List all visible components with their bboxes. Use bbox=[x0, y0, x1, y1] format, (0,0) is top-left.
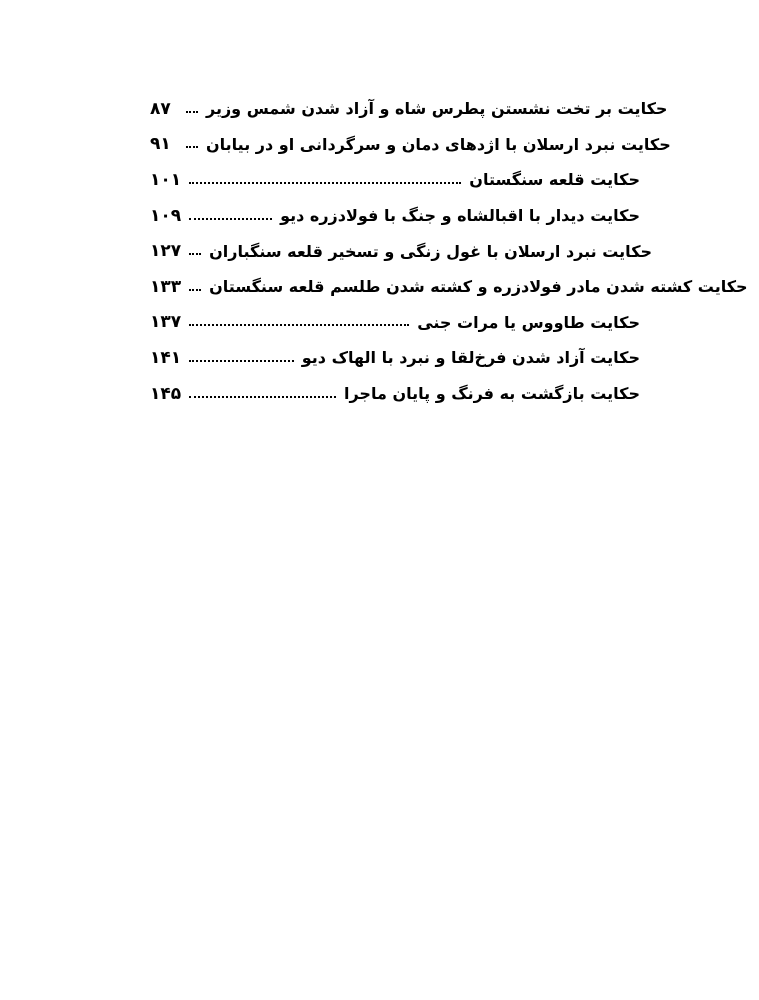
toc-entry bbox=[150, 233, 653, 269]
toc-entry-title: حکایت کشته شدن مادر فولادزره و کشته شدن طلسم قلعه سنگستان bbox=[209, 277, 748, 297]
toc-dot-leader bbox=[189, 360, 294, 362]
toc-page-number: ۱۳۷ bbox=[150, 312, 182, 333]
toc-dot-leader bbox=[189, 218, 272, 220]
toc-dot-leader bbox=[189, 253, 201, 255]
toc-dot-leader bbox=[186, 111, 198, 113]
toc-page-number: ۱۳۳ bbox=[150, 276, 182, 297]
toc-entry bbox=[150, 127, 671, 163]
toc-dot-leader bbox=[189, 396, 336, 398]
toc-entry bbox=[150, 91, 668, 127]
toc-dot-leader bbox=[189, 182, 461, 184]
toc-entry bbox=[150, 305, 640, 341]
toc-page-number: ۹۱ bbox=[150, 134, 171, 155]
toc-page-number: ۱۰۱ bbox=[150, 169, 182, 190]
toc-page-number: ۱۴۱ bbox=[150, 347, 182, 368]
toc-page-number: ۱۲۷ bbox=[150, 241, 182, 262]
toc-entry-title: حکایت نبرد ارسلان با اژدهای دمان و سرگردانی او در بیابان bbox=[206, 134, 671, 154]
toc-entry-title: حکایت دیدار با اقبالشاه و جنگ با فولادزره دیو bbox=[280, 206, 640, 226]
toc-entry-title: حکایت بازگشت به فرنگ و پایان ماجرا bbox=[343, 384, 640, 404]
toc-entry-title: حکایت بر تخت نشستن پطرس شاه و آزاد شدن شمس وزیر bbox=[206, 99, 668, 119]
toc-dot-leader bbox=[189, 324, 409, 326]
toc-dot-leader bbox=[189, 289, 201, 291]
toc-entry bbox=[150, 162, 640, 198]
toc-page-number: ۱۴۵ bbox=[150, 383, 182, 404]
toc-entry bbox=[150, 269, 748, 305]
toc-dot-leader bbox=[186, 146, 198, 148]
toc-entry bbox=[150, 376, 640, 412]
table-of-contents bbox=[150, 91, 748, 411]
toc-page-number: ۸۷ bbox=[150, 98, 171, 119]
toc-entry-title: حکایت طاووس یا مرات جنی bbox=[417, 312, 640, 332]
toc-entry-title: حکایت نبرد ارسلان با غول زنگی و تسخیر قلعه سنگباران bbox=[209, 241, 653, 261]
toc-page-number: ۱۰۹ bbox=[150, 205, 182, 226]
toc-entry bbox=[150, 340, 640, 376]
toc-entry-title: حکایت آزاد شدن فرخ‌لقا و نبرد با الهاک دیو bbox=[301, 348, 640, 368]
toc-entry-title: حکایت قلعه سنگستان bbox=[469, 170, 640, 190]
toc-entry bbox=[150, 198, 640, 234]
